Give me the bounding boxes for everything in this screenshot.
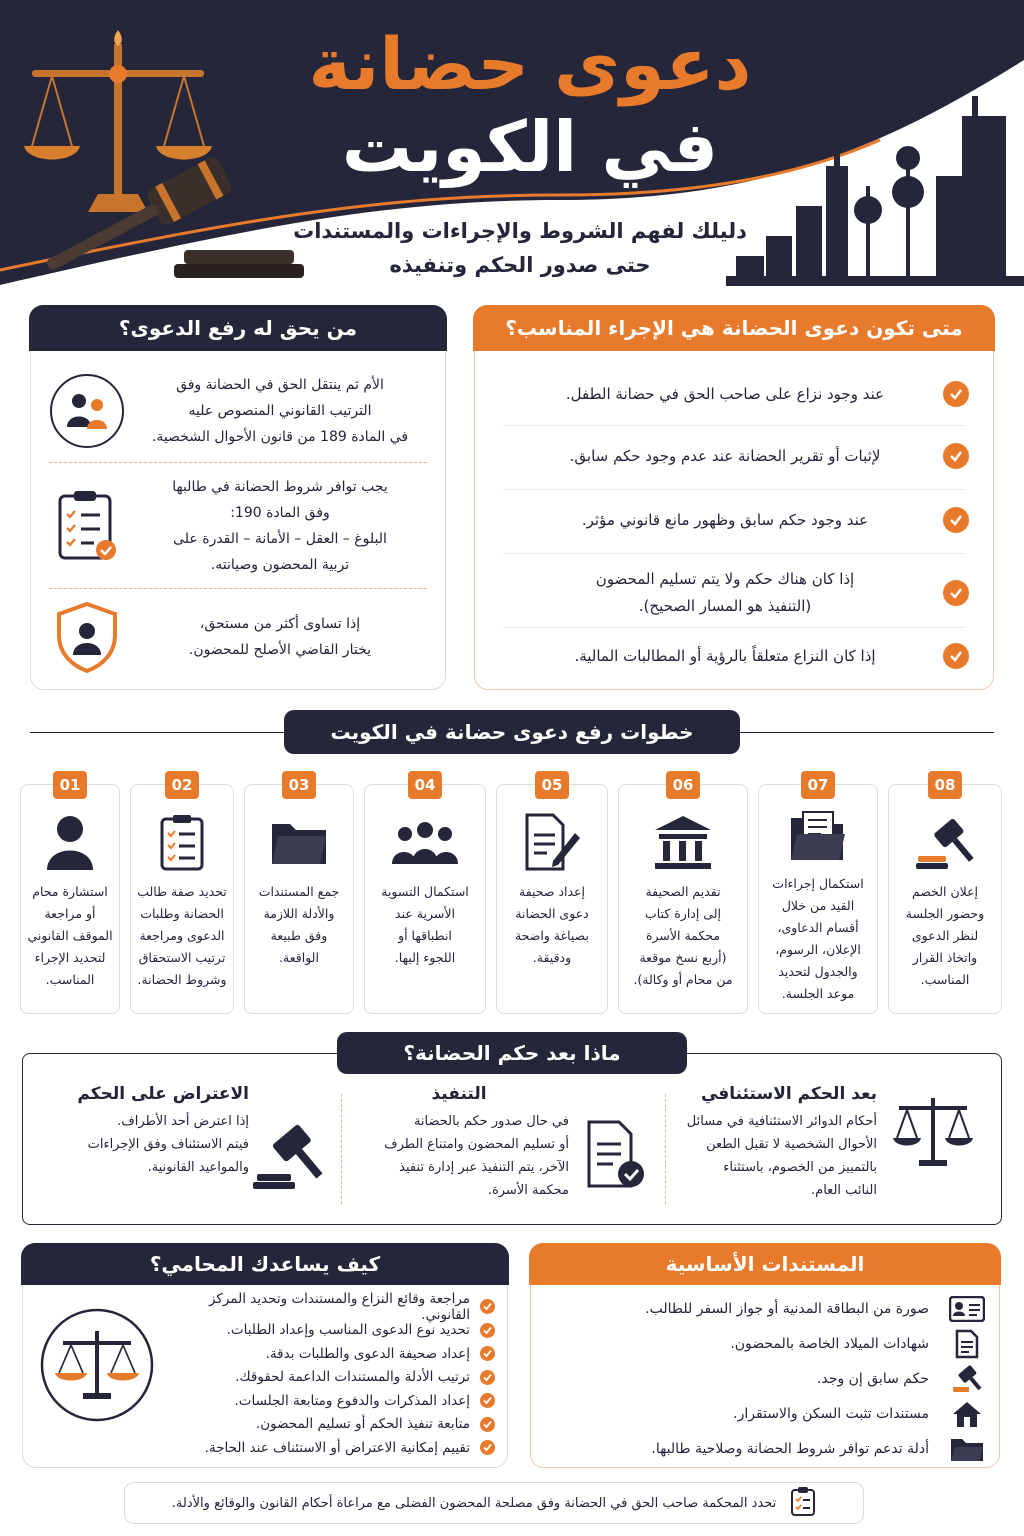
step-text-line: اللجوء إليها. — [394, 950, 456, 965]
gavel-icon — [253, 1120, 325, 1194]
step-text-line: المناسب. — [45, 972, 95, 987]
document-text: أدلة تدعم توافر شروط الحضانة وصلاحية طالبها. — [651, 1440, 929, 1457]
documents-heading: المستندات الأساسية — [529, 1243, 1001, 1285]
subtitle-line1: دليلك لفهم الشروط والإجراءات والمستندات — [293, 219, 747, 243]
after-col-line: النائب العام. — [811, 1183, 877, 1198]
page-title-line2: في الكويت — [341, 106, 719, 188]
clipboard-icon — [131, 811, 233, 873]
after-col-line: إذا اعترض أحد الأطراف. — [117, 1114, 249, 1129]
group-icon — [365, 811, 485, 873]
courthouse-icon — [619, 811, 747, 873]
step-text-line: وفق طبيعة — [270, 928, 328, 943]
when-item-text: إذا كان هناك حكم ولا يتم تسليم المحضون — [595, 570, 855, 588]
who-item — [45, 595, 431, 679]
folder-icon — [245, 811, 353, 873]
step-text-line: ودقيقة. — [532, 950, 572, 965]
step-text-line: من محام أو وكالة). — [633, 972, 733, 987]
step-text-line: وشروط الحضانة. — [137, 972, 227, 987]
step-text-line: واتخاذ القرار — [912, 950, 978, 965]
check-icon — [943, 507, 969, 533]
lawyer-item-text: إعداد المذكرات والدفوع ومتابعة الجلسات. — [234, 1392, 470, 1409]
step-text-line: (أربع نسخ موقعة — [639, 950, 727, 965]
who-heading: من يحق له رفع الدعوى؟ — [29, 305, 447, 351]
step-number: 01 — [53, 771, 87, 799]
step-text-line: والجدول لتحديد — [778, 964, 858, 979]
step-text-line: الحضانة وطلبات — [140, 906, 224, 921]
when-heading: متى تكون دعوى الحضانة هي الإجراء المناسب؟ — [473, 305, 995, 351]
check-icon — [480, 1370, 495, 1385]
step-text-line: دعوى الحضانة — [515, 906, 589, 921]
certificate-icon — [949, 1329, 985, 1359]
check-icon — [480, 1346, 495, 1361]
open-folder-icon — [759, 805, 877, 867]
when-item — [499, 439, 969, 473]
divider — [503, 627, 965, 628]
after-col-line: والمواعيد القانونية. — [147, 1160, 249, 1175]
steps-heading: خطوات رفع دعوى حضانة في الكويت — [284, 710, 740, 754]
scales-icon — [39, 1307, 155, 1427]
step-card — [888, 776, 1002, 1014]
step-text-line: استكمال التسوية — [381, 884, 469, 899]
who-item-line: الأم ثم ينتقل الحق في الحضانة وفق — [176, 377, 384, 393]
lawyer-list — [165, 1290, 495, 1460]
step-text-line: بصياغة واضحة — [514, 928, 589, 943]
who-item-line: يختار القاضي الأصلح للمحضون. — [188, 642, 372, 658]
document-item — [545, 1361, 985, 1396]
lawyer-item-text: تحديد نوع الدعوى المناسب وإعداد الطلبات. — [226, 1322, 470, 1339]
who-item-line: البلوغ – العقل – الأمانة – القدرة على — [173, 531, 387, 547]
check-icon — [943, 580, 969, 606]
step-number: 06 — [666, 771, 700, 799]
step-card — [758, 776, 878, 1014]
document-text: حكم سابق إن وجد. — [816, 1370, 929, 1387]
document-pen-icon — [497, 811, 607, 873]
house-icon — [949, 1400, 985, 1428]
step-text-line: الإعلان، الرسوم، — [775, 942, 861, 957]
step-text-line: محكمة الأسرة — [645, 928, 721, 943]
step-text-line: إعلان الخصم — [911, 884, 979, 899]
after-col-line: فيتم الاستئناف وفق الإجراءات — [87, 1137, 249, 1152]
step-text-line: المناسب. — [920, 972, 970, 987]
divider — [503, 553, 965, 554]
documents-list — [545, 1291, 985, 1466]
subtitle-line2: حتى صدور الحكم وتنفيذه — [389, 253, 651, 277]
after-col-appellate — [663, 1084, 877, 1214]
when-item-text: عند وجود نزاع على صاحب الحق في حضانة الطفل. — [565, 384, 885, 403]
step-text-line: الأسرية عند — [395, 906, 455, 921]
after-col-line: الآخر، يتم التنفيذ عبر إدارة تنفيذ — [399, 1160, 569, 1175]
folder-icon — [949, 1436, 985, 1462]
lawyer-item — [165, 1290, 495, 1323]
step-text-line: وحضور الجلسة — [905, 906, 985, 921]
footer-note — [124, 1482, 864, 1524]
step-text-line: أقسام الدعاوى، — [777, 920, 859, 935]
after-col-line: أو تسليم المحضون وامتناع الطرف — [384, 1137, 569, 1152]
who-item-line: يجب توافر شروط الحضانة في طالبها — [172, 479, 388, 495]
step-text-line: جمع المستندات — [258, 884, 340, 899]
check-icon — [480, 1323, 495, 1338]
document-item — [545, 1291, 985, 1326]
step-text-line: استشارة محام — [32, 884, 108, 899]
who-item-line: إذا تساوى أكثر من مستحق، — [199, 616, 361, 632]
step-card — [130, 776, 234, 1014]
step-text-line: موعد الجلسة. — [781, 986, 855, 1001]
page-subtitle — [280, 214, 760, 282]
family-icon — [45, 369, 129, 453]
step-text-line: الموقف القانوني — [27, 928, 113, 943]
lawyer-item — [165, 1366, 495, 1390]
step-card — [20, 776, 120, 1014]
when-item — [499, 503, 969, 537]
divider — [503, 489, 965, 490]
after-col-line: الأحوال الشخصية لا تقبل الطعن — [706, 1137, 877, 1152]
step-card — [496, 776, 608, 1014]
step-number: 04 — [408, 771, 442, 799]
step-card — [364, 776, 486, 1014]
after-col-title: بعد الحكم الاستئنافي — [700, 1084, 877, 1104]
after-col-enforcement — [349, 1084, 569, 1214]
step-text-line: الواقعة. — [279, 950, 319, 965]
after-col-line: أحكام الدوائر الاستئنافية في مسائل — [686, 1114, 877, 1129]
document-text: شهادات الميلاد الخاصة بالمحضون. — [730, 1335, 929, 1352]
step-card — [244, 776, 354, 1014]
step-card — [618, 776, 748, 1014]
step-text-line: أو مراجعة — [44, 906, 96, 921]
document-check-icon — [585, 1120, 647, 1194]
after-col-line: في حال صدور حكم بالحضانة — [413, 1114, 569, 1129]
hero-banner — [0, 0, 1024, 290]
who-item-line: تربية المحضون وصيانته. — [210, 557, 350, 573]
when-item — [499, 563, 969, 623]
lawyer-item — [165, 1389, 495, 1413]
lawyer-item — [165, 1413, 495, 1437]
step-text-line: استكمال إجراءات — [772, 876, 864, 891]
check-icon — [943, 643, 969, 669]
who-item-line: وفق المادة 190: — [230, 505, 330, 521]
footer-text: تحدد المحكمة صاحب الحق في الحضانة وفق مصلحة المحضون الفضلى مع مراعاة أحكام القانون والوقائع والأدلة. — [171, 1495, 777, 1511]
divider — [503, 425, 965, 426]
step-text-line: إعداد صحيفة — [519, 884, 585, 899]
person-icon — [21, 811, 119, 873]
after-col-line: محكمة الأسرة. — [487, 1183, 569, 1198]
check-icon — [480, 1393, 495, 1408]
step-number: 05 — [535, 771, 569, 799]
when-item-text: (التنفيذ هو المسار الصحيح). — [638, 597, 812, 615]
after-judgment-heading: ماذا بعد حكم الحضانة؟ — [337, 1032, 687, 1074]
divider — [49, 588, 427, 589]
who-card — [30, 306, 446, 690]
who-item — [45, 471, 431, 581]
step-number: 08 — [928, 771, 962, 799]
step-text-line: القيد من خلال — [781, 898, 855, 913]
divider — [49, 462, 427, 463]
lawyer-item-text: ترتيب الأدلة والمستندات الداعمة لحقوقك. — [235, 1369, 470, 1386]
shield-person-icon — [45, 595, 129, 679]
step-text-line: تحديد صفة طالب — [137, 884, 227, 899]
checklist-icon — [45, 484, 129, 568]
lawyer-heading: كيف يساعدك المحامي؟ — [21, 1243, 509, 1285]
step-text-line: والأدلة اللازمة — [263, 906, 335, 921]
lawyer-item — [165, 1342, 495, 1366]
who-item — [45, 365, 431, 457]
step-text-line: ترتيب الاستحقاق — [138, 950, 226, 965]
page-title-line1: دعوى حضانة — [308, 22, 752, 106]
lawyer-item-text: مراجعة وقائع النزاع والمستندات وتحديد المركز القانوني. — [208, 1290, 470, 1323]
gavel-icon — [949, 1364, 985, 1394]
step-number: 03 — [282, 771, 316, 799]
check-icon — [943, 443, 969, 469]
scales-icon — [891, 1090, 975, 1178]
documents-card — [530, 1244, 1000, 1468]
after-col-title: الاعتراض على الحكم — [77, 1084, 249, 1104]
document-item — [545, 1431, 985, 1466]
step-text-line: لتحديد الإجراء — [34, 950, 106, 965]
after-col-objection — [53, 1084, 249, 1214]
step-text-line: انطباقها أو — [398, 928, 452, 943]
after-col-title: التنفيذ — [431, 1084, 487, 1104]
after-col-line: بالتمييز من الخصوم، باستثناء — [723, 1160, 877, 1175]
divider — [665, 1094, 666, 1204]
lawyer-card — [22, 1244, 508, 1468]
when-item — [499, 377, 969, 411]
document-text: صورة من البطاقة المدنية أو جواز السفر للطالب. — [645, 1300, 929, 1317]
document-item — [545, 1326, 985, 1361]
when-item-text: لإثبات أو تقرير الحضانة عند عدم وجود حكم سابق. — [569, 446, 881, 465]
when-item — [499, 639, 969, 673]
check-icon — [943, 381, 969, 407]
step-text-line: تقديم الصحيفة — [645, 884, 721, 899]
document-item — [545, 1396, 985, 1431]
step-text-line: الدعوى ومراجعة — [139, 928, 225, 943]
when-item-text: إذا كان النزاع متعلقاً بالرؤية أو المطالبات المالية. — [574, 646, 876, 665]
clipboard-icon — [790, 1486, 816, 1520]
lawyer-item-text: إعداد صحيفة الدعوى والطلبات بدقة. — [265, 1345, 470, 1362]
step-text-line: إلى إدارة كتاب — [644, 906, 722, 921]
after-judgment-card — [22, 1053, 1002, 1225]
lawyer-item — [165, 1436, 495, 1460]
gavel-icon — [889, 811, 1001, 873]
lawyer-item-text: تقييم إمكانية الاعتراض أو الاستئناف عند الحاجة. — [204, 1439, 470, 1456]
step-number: 07 — [801, 771, 835, 799]
lawyer-item-text: متابعة تنفيذ الحكم أو تسليم المحضون. — [255, 1416, 470, 1433]
step-text-line: لنظر الدعوى — [911, 928, 979, 943]
when-item-text: عند وجود حكم سابق وظهور مانع قانوني مؤثر. — [581, 510, 869, 529]
who-item-line: في المادة 189 من قانون الأحوال الشخصية. — [151, 429, 409, 445]
id-card-icon — [949, 1296, 985, 1322]
check-icon — [480, 1299, 495, 1314]
check-icon — [480, 1417, 495, 1432]
document-text: مستندات تثبت السكن والاستقرار. — [733, 1405, 929, 1422]
step-number: 02 — [165, 771, 199, 799]
who-item-line: الترتيب القانوني المنصوص عليه — [188, 403, 372, 419]
when-card — [474, 306, 994, 690]
check-icon — [480, 1440, 495, 1455]
divider — [341, 1094, 342, 1204]
